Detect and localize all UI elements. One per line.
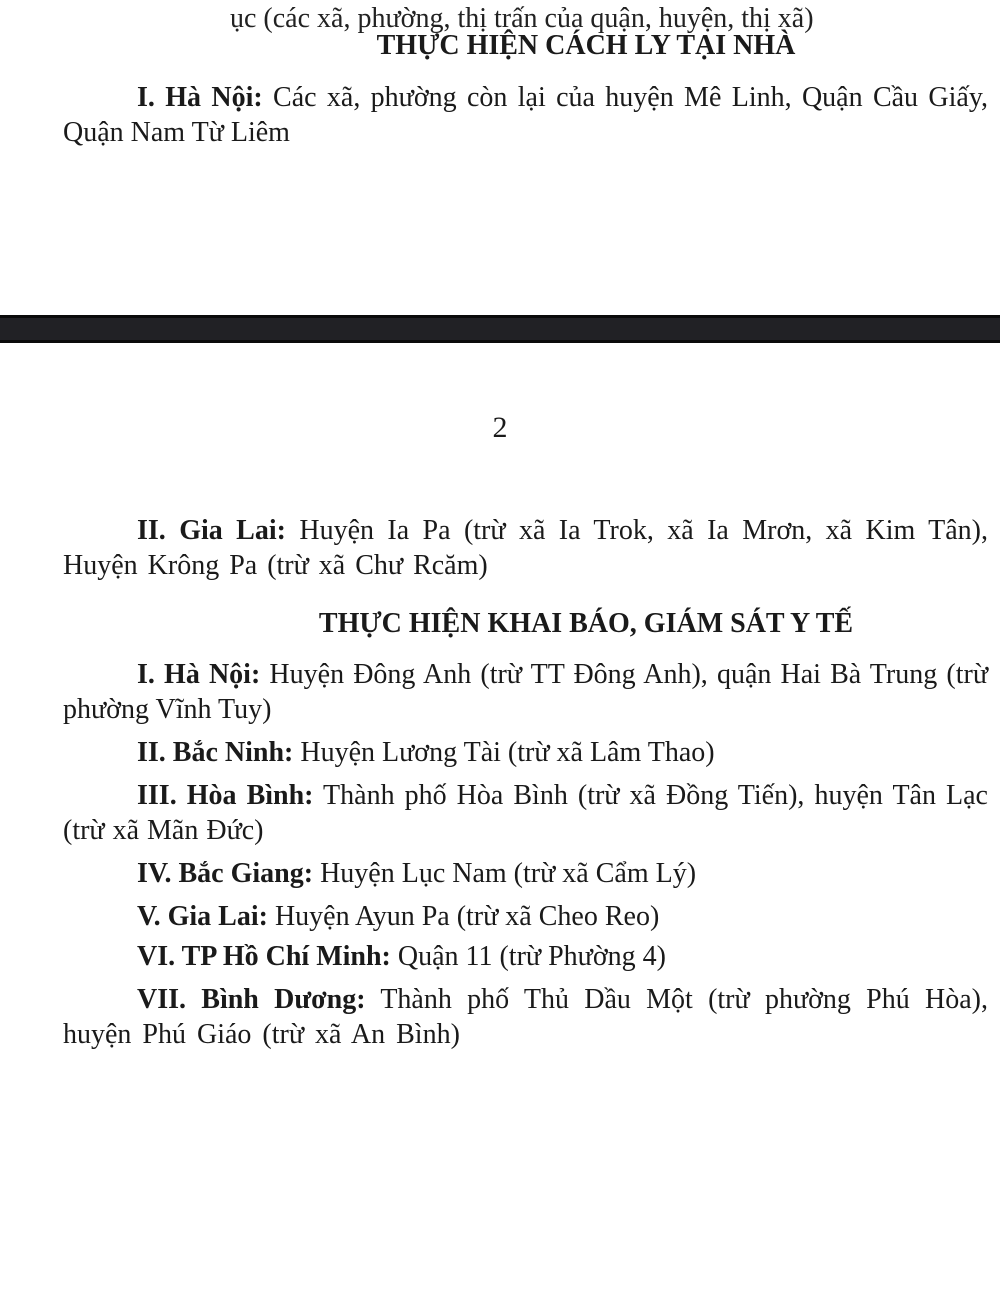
entry-ha-noi-cach-ly: [0, 80, 1000, 150]
entry-label: I. Hà Nội:: [137, 82, 263, 113]
entry-bac-ninh: [0, 735, 1000, 770]
entry-text: Thành phố Hòa Bình (trừ xã Đồng Tiến), huyện Tân Lạc (trừ xã Mãn Đức): [63, 780, 988, 846]
entry-bac-giang: [0, 856, 1000, 891]
document-page-view: [0, 3, 1000, 1315]
entry-text: Huyện Ayun Pa (trừ xã Cheo Reo): [274, 901, 660, 932]
entry-gia-lai-cach-ly: [0, 513, 1000, 583]
entry-text: Các xã, phường còn lại của huyện Mê Linh, Quận Cầu Giấy, Quận Nam Từ Liêm: [63, 82, 988, 148]
entry-ha-noi: [0, 657, 1000, 727]
clipped-text-line: [0, 3, 1000, 36]
entry-text: Huyện Đông Anh (trừ TT Đông Anh), quận Hai Bà Trung (trừ phường Vĩnh Tuy): [63, 659, 988, 725]
page-break-separator: [0, 315, 1000, 343]
entry-gia-lai: [0, 899, 1000, 934]
entry-label: V. Gia Lai:: [137, 901, 268, 932]
entry-label: I. Hà Nội:: [137, 659, 261, 690]
section-heading-khai-bao-giam-sat: THỰC HIỆN KHAI BÁO, GIÁM SÁT Y TẾ: [318, 608, 854, 639]
section-heading-cach-ly-tai-nha: THỰC HIỆN CÁCH LY TẠI NHÀ: [376, 30, 796, 61]
entry-tp-ho-chi-minh: [0, 939, 1000, 974]
entry-label: VI. TP Hồ Chí Minh:: [137, 941, 391, 972]
entry-label: VII. Bình Dương:: [137, 984, 366, 1015]
entry-hoa-binh: [0, 778, 1000, 848]
entry-label: III. Hòa Bình:: [137, 780, 314, 811]
entry-label: II. Gia Lai:: [137, 515, 286, 546]
entry-label: IV. Bắc Giang:: [137, 858, 314, 889]
page-number: 2: [492, 411, 508, 444]
entry-text: Huyện Lục Nam (trừ xã Cẩm Lý): [320, 858, 697, 889]
entry-text: Thành phố Thủ Dầu Một (trừ phường Phú Hòa), huyện Phú Giáo (trừ xã An Bình): [63, 984, 988, 1050]
entry-text: Huyện Ia Pa (trừ xã Ia Trok, xã Ia Mrơn, xã Kim Tân), Huyện Krông Pa (trừ xã Chư Rcăm): [63, 515, 989, 581]
entry-label: II. Bắc Ninh:: [137, 737, 294, 768]
entry-text: Huyện Lương Tài (trừ xã Lâm Thao): [300, 737, 715, 768]
entry-binh-duong: [0, 982, 1000, 1052]
clipped-text-fragment: ục (các xã, phường, thị trấn của quận, huyện, thị xã): [230, 3, 814, 34]
entry-text: Quận 11 (trừ Phường 4): [397, 941, 666, 972]
